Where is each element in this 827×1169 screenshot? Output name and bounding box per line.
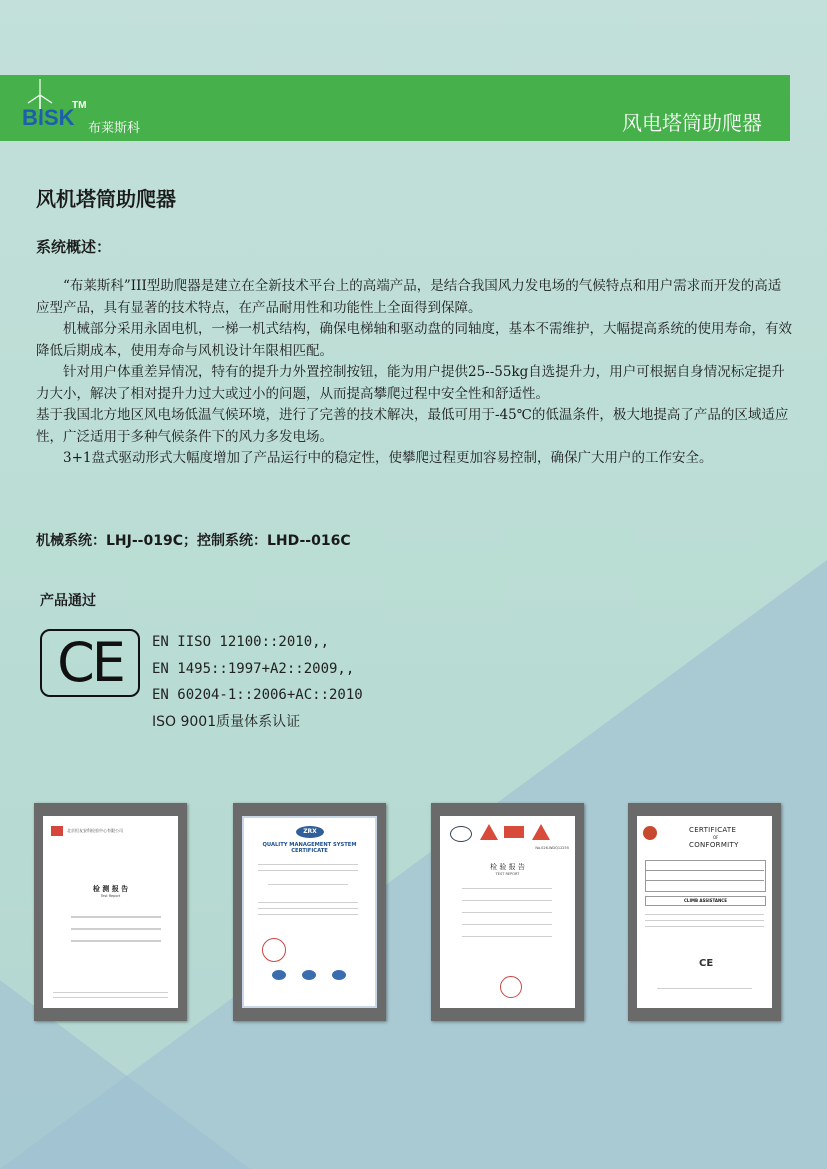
standards-list	[152, 629, 363, 735]
systems-line: 机械系统：LHJ--019C；控制系统：LHD--016C	[36, 533, 351, 549]
certificate-page	[440, 816, 575, 1008]
accreditation-logo-icon	[272, 970, 286, 980]
cert-title-line3: CONFORMITY	[689, 841, 739, 849]
cal-logo-icon	[532, 824, 550, 840]
org-logo-icon	[51, 826, 63, 836]
cert-title: 检 验 报 告	[490, 863, 525, 871]
cert-org: 北京恒友安科检验中心有限公司	[67, 828, 123, 833]
stamp-icon	[262, 938, 286, 962]
certificate-quality-management[interactable]	[233, 803, 386, 1021]
section-title: 系统概述：	[36, 238, 112, 256]
page-title: 风机塔筒助爬器	[36, 187, 176, 211]
ce-mark-icon	[40, 629, 140, 697]
certificate-page	[242, 816, 377, 1008]
paragraph: 针对用户体重差异情况，特有的提升力外置控制按钮，能为用户提供25--55kg自选提升力，用户可根据自身情况标定提升力大小，解决了相对提升力过大或过小的问题，从而提高攀爬过程中安全性和舒适性。	[36, 364, 785, 402]
logo-trademark: TM	[72, 100, 87, 111]
accreditation-logo-icon	[332, 970, 346, 980]
paragraph: 基于我国北方地区风电场低温气候环境，进行了完善的技术解决，最低可用于-45℃的低温条件，极大地提高了产品的区域适应性，广泛适用于多种气候条件下的风力多发电场。	[36, 407, 789, 445]
standard-item: ISO 9001质量体系认证	[152, 713, 301, 730]
seal-icon	[643, 826, 657, 840]
standard-item: EN 1495::1997+A2::2009,,	[152, 660, 355, 677]
certificate-of-conformity[interactable]	[628, 803, 781, 1021]
certificate-page	[637, 816, 772, 1008]
zrx-logo: ZRX	[296, 826, 324, 838]
stamp-icon	[500, 976, 522, 998]
header-title: 风电塔筒助爬器	[622, 111, 762, 135]
cert-subtitle: TEST REPORT	[495, 872, 520, 876]
cma-logo-icon	[504, 826, 524, 838]
pass-title: 产品通过	[40, 593, 96, 609]
certificate-page	[43, 816, 178, 1008]
cert-number: No.026-WDQ12255	[535, 846, 569, 850]
cert-subtitle: Test Report	[100, 894, 121, 898]
cert-title: 检 测 报 告	[92, 885, 129, 893]
product-name: CLIMB ASSISTANCE	[645, 896, 766, 906]
logo-chinese-name: 布莱斯科	[88, 121, 141, 136]
cert-banner: QUALITY MANAGEMENT SYSTEM CERTIFICATE	[262, 842, 357, 854]
overview-body	[36, 276, 794, 470]
iaf-logo-icon	[302, 970, 316, 980]
cert-title-line1: CERTIFICATE	[689, 826, 737, 834]
logo-text: BlSK	[22, 105, 75, 130]
certificate-test-report-1[interactable]	[34, 803, 187, 1021]
cert-title-line2: OF	[713, 835, 719, 840]
standard-item: EN IISO 12100::2010,,	[152, 634, 330, 650]
paragraph: “布莱斯科”III型助爬器是建立在全新技术平台上的高端产品，是结合我国风力发电场的气候特点和用户需求而开发的高适应型产品，具有显著的技术特点，在产品耐用性和功能性上全面得到保障。	[36, 278, 782, 316]
header-bar	[0, 75, 790, 141]
paragraph: 3+1盘式驱动形式大幅度增加了产品运行中的稳定性，使攀爬过程更加容易控制，确保广大用户的工作安全。	[63, 450, 713, 466]
info-table	[645, 860, 766, 892]
cal-logo-icon	[480, 824, 498, 840]
cnas-logo-icon	[450, 826, 472, 842]
ce-mark-text: CE	[57, 631, 123, 694]
standard-item: EN 60204-1::2006+AC::2010	[152, 687, 363, 703]
certificate-test-report-2[interactable]	[431, 803, 584, 1021]
paragraph: 机械部分采用永固电机，一梯一机式结构，确保电梯轴和驱动盘的同轴度，基本不需维护，大幅提高系统的使用寿命，有效降低后期成本，使用寿命与风机设计年限相匹配。	[36, 321, 792, 359]
ce-small-mark: CE	[699, 958, 714, 969]
